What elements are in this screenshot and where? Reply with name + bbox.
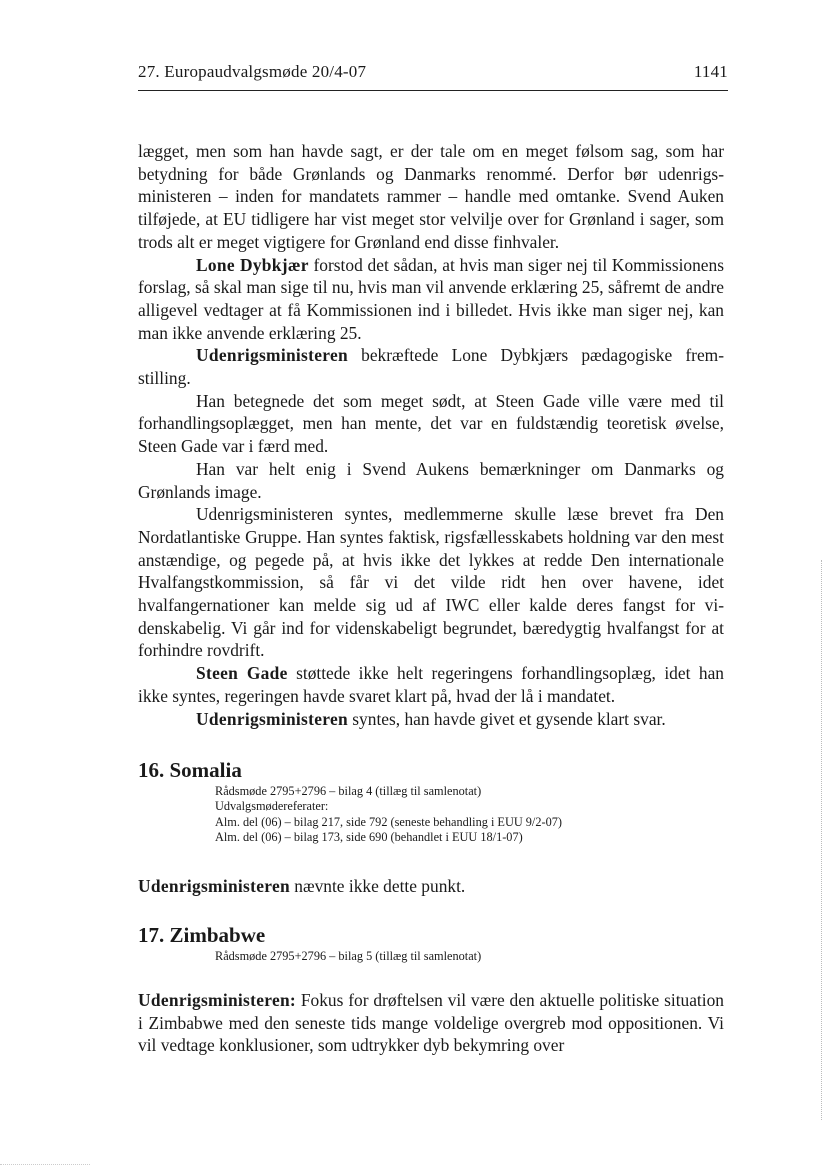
paragraph-7 [138, 662, 724, 707]
reference-line: Rådsmøde 2795+2796 – bilag 4 (tillæg til samlenotat) [215, 784, 482, 798]
section-17-statement [138, 989, 724, 1057]
header-rule [138, 90, 728, 91]
paragraph-3 [138, 344, 724, 389]
speaker-name: Udenrigsministeren [138, 876, 290, 896]
paragraph-2 [138, 254, 724, 345]
section-16-title: 16. Somalia [138, 758, 242, 782]
paragraph-8 [138, 708, 724, 731]
minutes-body [138, 140, 724, 730]
reference-line: Alm. del (06) – bilag 217, side 792 (seneste behandling i EUU 9/2-07) [215, 814, 562, 829]
speaker-name: Udenrigsministeren [196, 708, 348, 729]
section-16-references [215, 784, 695, 846]
paragraph-5: Han var helt enig i Svend Aukens bemærkninger om Danmarks og Grønlands image. [138, 458, 724, 502]
speaker-name: Udenrigsministeren [196, 345, 348, 366]
reference-line: Alm. del (06) – bilag 173, side 690 (behandlet i EUU 18/1-07) [215, 830, 523, 845]
section-17-references [215, 949, 695, 964]
paragraph-text: støttede ikke helt regeringens forhandlingsoplæg, idet han ikke syntes, regeringen havde svaret klart på, hvad der lå i mandatet. [138, 663, 724, 706]
scan-edge-artifact [820, 560, 822, 1120]
paragraph-text: bekræftede Lone Dybkjærs pædagogiske fremstilling. [138, 345, 724, 389]
section-17-title: 17. Zimbabwe [138, 923, 266, 947]
paragraph-4: Han betegnede det som meget sødt, at Steen Gade ville være med til forhandlingsoplægget, men han mente, det var en fuldstændig teoretisk øvelse, Steen Gade var i færd med. [138, 390, 724, 457]
paragraph-6: Udenrigsministeren syntes, medlemmerne skulle læse brevet fra Den Nordatlantiske Gruppe. Han syntes faktisk, rigsfællesskabets holdning var den mest anstændige, og pegede på, at hvis ikke det lykkes at redde Den internationale Hvalfangstkommission, så får vi det vilde ridt hen over havene, idet hvalfangernationer kan melde sig ud af IWC eller kalde deres fangst for videnskabelig. Vi går ind for videnskabeligt begrundet, bæredygtig hvalfangst for at forhindre rovdrift. [138, 504, 724, 661]
reference-line: Rådsmøde 2795+2796 – bilag 5 (tillæg til samlenotat) [215, 949, 482, 963]
page-number: 1141 [693, 62, 728, 81]
section-16-statement [138, 875, 724, 898]
paragraph-1: lægget, men som han havde sagt, er der tale om en meget følsom sag, som har betydning for både Grønlands og Danmarks renommé. Derfor bør udenrigsministeren – inden for mandatets rammer – handle med omtanke. Svend Auken tilføjede, at EU tidligere har vist meget stor velvilje over for Grønland i sager, som trods alt er meget vigtigere for Grønland end disse finhvaler. [138, 141, 724, 252]
statement-text: nævnte ikke dette punkt. [289, 876, 466, 896]
speaker-name: Udenrigsministeren: [138, 990, 297, 1010]
paragraph-text: forstod det sådan, at hvis man siger nej til Kommissionens forslag, så skal man sige til nu, hvis man vil anvende erklæring 25, såfremt de andre alligevel vedtager at få Kommissionen ind i billedet. Hvis ikke man siger nej, kan man ikke anvende erklæring 25. [138, 254, 724, 343]
paragraph-text: syntes, han havde givet et gysende klart svar. [347, 708, 666, 729]
reference-line: Udvalgsmødereferater: [215, 799, 329, 814]
speaker-name: Steen Gade [196, 663, 288, 684]
running-header [138, 62, 728, 82]
speaker-name: Lone Dybkjær [196, 254, 309, 275]
statement-text: Fokus for drøftelsen vil være den aktuelle politiske situation i Zimbabwe med den seneste tids mange voldelige overgreb mod oppositionen. Vi vil vedtage konklusioner, som udtrykker dyb bekymring over [138, 990, 724, 1056]
scan-footer-artifact [0, 1164, 90, 1165]
header-title: 27. Europaudvalgsmøde 20/4-07 [138, 62, 367, 81]
